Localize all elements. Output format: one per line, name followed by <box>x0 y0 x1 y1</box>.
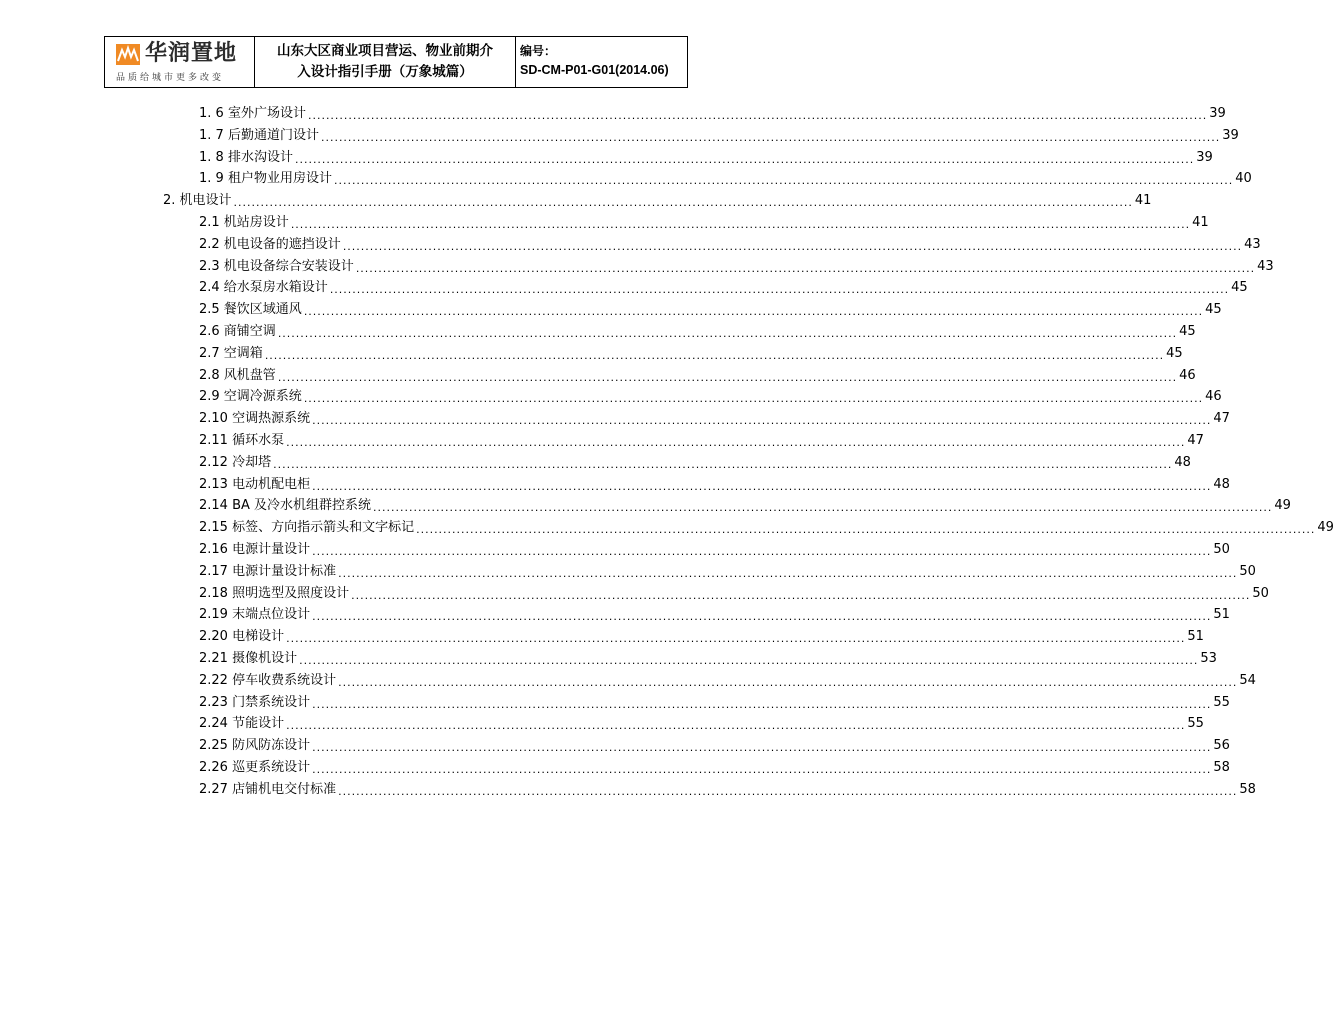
toc-entry[interactable] <box>199 713 1204 735</box>
toc-leader-dots: ........................................................................................................................................................................................................ <box>329 283 1230 297</box>
toc-entry-label: 1. 7 后勤通道门设计 <box>199 127 319 143</box>
toc-entry[interactable] <box>199 474 1230 496</box>
toc-leader-dots: ........................................................................................................................................................................................................ <box>351 588 1251 602</box>
toc-entry-label: 2.11 循环水泵 <box>199 433 285 448</box>
toc-entry-page: 58 <box>1239 781 1256 797</box>
toc-entry-page: 49 <box>1274 498 1291 514</box>
toc-entry-label: 2.8 风机盘管 <box>199 367 276 383</box>
code-label: 编号： <box>520 44 557 58</box>
toc-entry-label: 2.24 节能设计 <box>199 716 285 732</box>
toc-entry-page: 43 <box>1244 236 1261 252</box>
toc-entry-page: 45 <box>1231 280 1248 296</box>
toc-entry[interactable] <box>199 517 1334 539</box>
toc-leader-dots: ........................................................................................................................................................................................................ <box>338 784 1238 798</box>
toc-entry-label: 2.5 餐饮区域通风 <box>199 302 302 318</box>
toc-leader-dots: ........................................................................................................................................................................................................ <box>286 632 1186 646</box>
toc-leader-dots: ........................................................................................................................................................................................................ <box>416 523 1316 537</box>
toc-entry-page: 56 <box>1213 738 1230 754</box>
toc-entry[interactable] <box>199 408 1230 430</box>
toc-entry-label: 2.3 机电设备综合安装设计 <box>199 258 354 274</box>
toc-leader-dots: ........................................................................................................................................................................................................ <box>303 392 1204 406</box>
toc-leader-dots: ........................................................................................................................................................................................................ <box>299 654 1199 667</box>
toc-entry[interactable] <box>199 386 1222 408</box>
toc-entry[interactable] <box>199 583 1269 605</box>
document-header <box>104 36 688 88</box>
toc-entry-label: 2.7 空调箱 <box>199 345 263 361</box>
toc-entry[interactable] <box>199 343 1183 365</box>
toc-entry[interactable] <box>199 147 1213 169</box>
toc-entry-label: 2.13 电动机配电柜 <box>199 476 311 492</box>
toc-entry-page: 48 <box>1213 476 1230 492</box>
toc-entry[interactable] <box>199 692 1230 714</box>
toc-entry-page: 50 <box>1239 563 1256 579</box>
toc-entry-label: 2.10 空调热源系统 <box>199 411 311 427</box>
toc-entry-label: 2.27 店铺机电交付标准 <box>199 781 337 797</box>
toc-leader-dots: ........................................................................................................................................................................................................ <box>290 218 1191 231</box>
toc-entry-page: 55 <box>1213 694 1230 710</box>
toc-entry[interactable] <box>199 757 1230 779</box>
toc-entry-page: 45 <box>1166 345 1183 361</box>
toc-entry[interactable] <box>199 125 1239 147</box>
toc-leader-dots: ........................................................................................................................................................................................................ <box>312 414 1212 428</box>
toc-entry-page: 49 <box>1317 520 1334 536</box>
toc-entry[interactable] <box>199 539 1230 561</box>
toc-entry-page: 43 <box>1257 258 1274 274</box>
company-name: 华润置地 <box>145 41 238 66</box>
toc-leader-dots: ........................................................................................................................................................................................................ <box>264 348 1165 362</box>
toc-entry-page: 45 <box>1179 324 1196 339</box>
toc-entry-page: 47 <box>1187 433 1204 448</box>
toc-leader-dots: ........................................................................................................................................................................................................ <box>307 109 1208 122</box>
toc-entry-label: 2.19 末端点位设计 <box>199 607 311 623</box>
toc-entry[interactable] <box>199 561 1256 583</box>
toc-entry[interactable] <box>199 168 1252 190</box>
toc-entry-label: 2.26 巡更系统设计 <box>199 760 311 775</box>
toc-entry[interactable] <box>199 735 1230 757</box>
toc-entry-page: 39 <box>1209 106 1226 121</box>
toc-entry-page: 45 <box>1205 302 1222 318</box>
toc-entry[interactable] <box>199 626 1204 648</box>
toc-leader-dots: ........................................................................................................................................................................................................ <box>320 130 1221 144</box>
toc-entry[interactable] <box>199 670 1256 692</box>
toc-entry-page: 39 <box>1196 149 1213 165</box>
document-code: SD-CM-P01-G01(2014.06) <box>520 63 669 77</box>
toc-entry-page: 51 <box>1187 629 1204 645</box>
toc-entry[interactable] <box>199 430 1204 452</box>
document-title-line-2: 入设计指引手册（万象城篇） <box>297 64 473 80</box>
toc-entry-page: 50 <box>1252 585 1269 601</box>
toc-entry[interactable] <box>199 321 1196 343</box>
toc-entry-label: 2.2 机电设备的遮挡设计 <box>199 236 341 252</box>
toc-leader-dots: ........................................................................................................................................................................................................ <box>312 479 1212 493</box>
toc-leader-dots: ........................................................................................................................................................................................................ <box>312 697 1212 711</box>
toc-entry[interactable] <box>199 365 1196 387</box>
toc-leader-dots: ........................................................................................................................................................................................................ <box>303 305 1204 319</box>
toc-entry-label: 2.21 摄像机设计 <box>199 651 298 666</box>
document-title-line-1: 山东大区商业项目营运、物业前期介 <box>277 43 493 59</box>
toc-entry[interactable] <box>163 190 1152 212</box>
toc-entry-page: 54 <box>1239 672 1256 688</box>
toc-entry[interactable] <box>199 495 1291 517</box>
toc-leader-dots: ........................................................................................................................................................................................................ <box>233 196 1133 210</box>
toc-entry-page: 46 <box>1205 389 1222 405</box>
toc-entry-page: 40 <box>1235 171 1252 187</box>
toc-leader-dots: ........................................................................................................................................................................................................ <box>312 763 1212 776</box>
toc-entry-label: 2.17 电源计量设计标准 <box>199 563 337 579</box>
toc-entry-page: 58 <box>1213 760 1230 775</box>
toc-entry-page: 51 <box>1213 607 1230 623</box>
toc-leader-dots: ........................................................................................................................................................................................................ <box>342 239 1243 253</box>
toc-entry[interactable] <box>199 277 1248 299</box>
toc-entry-label: 2.15 标签、方向指示箭头和文字标记 <box>199 520 415 536</box>
toc-entry-label: 2.9 空调冷源系统 <box>199 389 302 405</box>
toc-entry-label: 2.6 商铺空调 <box>199 324 276 339</box>
company-slogan: 品质给城市更多改变 <box>116 73 225 83</box>
toc-entry[interactable] <box>199 779 1256 801</box>
toc-entry-label: 2.1 机站房设计 <box>199 215 289 230</box>
toc-entry-page: 39 <box>1222 127 1239 143</box>
company-logo-icon <box>116 44 140 65</box>
toc-entry-label: 2.16 电源计量设计 <box>199 542 311 557</box>
toc-entry-label: 2. 机电设计 <box>163 193 232 209</box>
toc-leader-dots: ........................................................................................................................................................................................................ <box>312 610 1212 624</box>
toc-leader-dots: ........................................................................................................................................................................................................ <box>355 261 1256 275</box>
toc-entry[interactable] <box>199 103 1226 125</box>
toc-leader-dots: ........................................................................................................................................................................................................ <box>312 741 1212 755</box>
toc-leader-dots: ........................................................................................................................................................................................................ <box>277 370 1178 384</box>
toc-leader-dots: ........................................................................................................................................................................................................ <box>294 152 1195 166</box>
toc-entry-page: 48 <box>1174 454 1191 470</box>
toc-leader-dots: ........................................................................................................................................................................................................ <box>286 436 1186 449</box>
logo-cell <box>105 37 255 87</box>
toc-entry-label: 2.25 防风防冻设计 <box>199 738 311 754</box>
toc-leader-dots: ........................................................................................................................................................................................................ <box>277 327 1178 340</box>
toc-entry-label: 1. 8 排水沟设计 <box>199 149 293 165</box>
toc-leader-dots: ........................................................................................................................................................................................................ <box>312 545 1212 558</box>
toc-entry[interactable] <box>199 452 1191 474</box>
toc-entry-page: 55 <box>1187 716 1204 732</box>
toc-leader-dots: ........................................................................................................................................................................................................ <box>338 675 1238 689</box>
toc-entry-label: 2.12 冷却塔 <box>199 454 272 470</box>
code-cell <box>516 37 687 87</box>
toc-entry-label: 2.4 给水泵房水箱设计 <box>199 280 328 296</box>
toc-leader-dots: ........................................................................................................................................................................................................ <box>273 457 1173 471</box>
toc-entry[interactable] <box>199 299 1222 321</box>
toc-entry[interactable] <box>199 212 1209 234</box>
toc-entry[interactable] <box>199 234 1261 256</box>
toc-entry-page: 46 <box>1179 367 1196 383</box>
toc-entry-label: 1. 9 租户物业用房设计 <box>199 171 332 187</box>
toc-entry-label: 2.18 照明选型及照度设计 <box>199 585 350 601</box>
toc-entry-label: 2.14 BA 及冷水机组群控系统 <box>199 498 372 514</box>
toc-entry[interactable] <box>199 256 1274 278</box>
toc-entry-page: 41 <box>1134 193 1152 209</box>
toc-entry-label: 1. 6 室外广场设计 <box>199 106 306 121</box>
toc-entry-page: 41 <box>1192 215 1209 230</box>
toc-entry-page: 50 <box>1213 542 1230 557</box>
toc-leader-dots: ........................................................................................................................................................................................................ <box>286 719 1186 733</box>
toc-leader-dots: ........................................................................................................................................................................................................ <box>333 174 1234 188</box>
toc-entry-label: 2.22 停车收费系统设计 <box>199 672 337 688</box>
title-cell <box>255 37 516 87</box>
toc-leader-dots: ........................................................................................................................................................................................................ <box>373 501 1273 515</box>
toc-entry-label: 2.23 门禁系统设计 <box>199 694 311 710</box>
toc-entry-label: 2.20 电梯设计 <box>199 629 285 645</box>
toc-entry-page: 53 <box>1200 651 1217 666</box>
toc-leader-dots: ........................................................................................................................................................................................................ <box>338 566 1238 580</box>
toc-entry-page: 47 <box>1213 411 1230 427</box>
toc-entry[interactable] <box>199 648 1217 670</box>
toc-entry[interactable] <box>199 604 1230 626</box>
